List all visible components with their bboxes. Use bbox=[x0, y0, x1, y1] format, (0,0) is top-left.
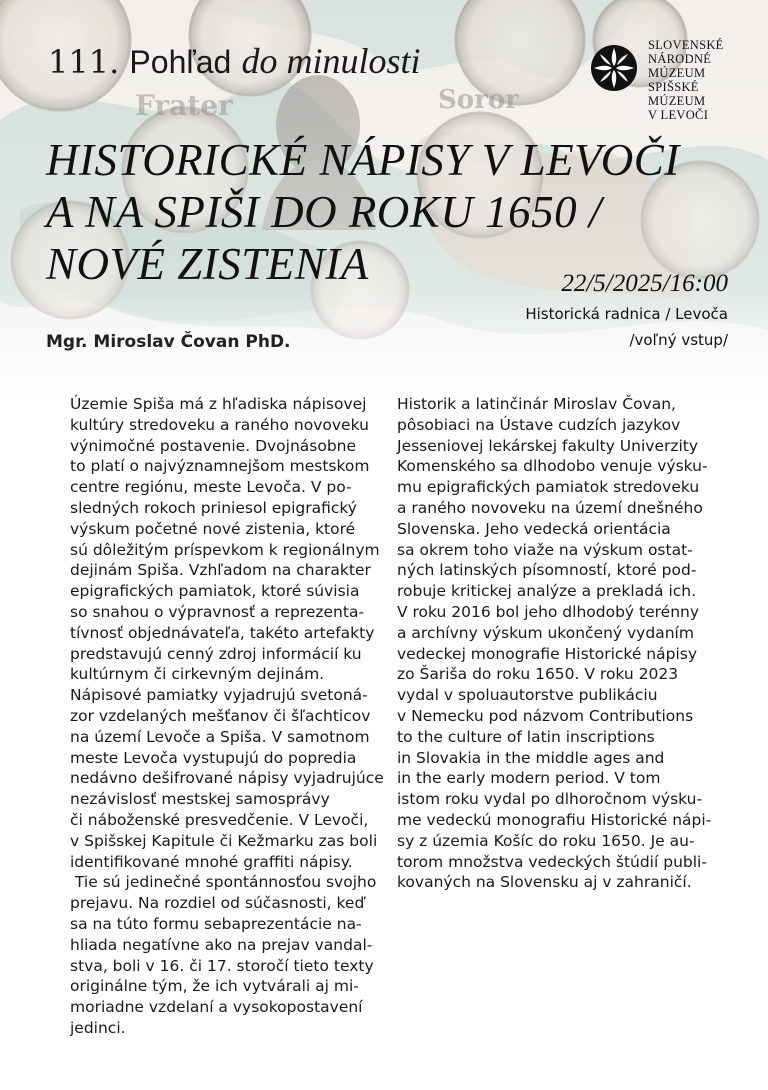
body-left-column bbox=[70, 394, 384, 1039]
museum-logo bbox=[590, 38, 750, 128]
series-italic: do minulosti bbox=[241, 41, 421, 81]
event-title bbox=[46, 134, 766, 290]
museum-emblem-icon bbox=[590, 44, 638, 92]
title-line: A NA SPIŠI DO ROKU 1650 / bbox=[46, 187, 602, 237]
event-venue: Historická radnica / Levoča bbox=[525, 305, 728, 323]
event-date: 22/5/2025/16:00 bbox=[561, 270, 728, 297]
title-line: HISTORICKÉ NÁPISY V LEVOČI bbox=[46, 135, 680, 185]
entry-note: /voľný vstup/ bbox=[629, 331, 728, 349]
lecturer-name: Mgr. Miroslav Čovan PhD. bbox=[46, 332, 291, 352]
title-line: NOVÉ ZISTENIA bbox=[46, 239, 369, 289]
series-word: Pohľad bbox=[129, 44, 232, 80]
body-paragraph: Historik a latinčinár Miroslav Čovan, pôsobiaci na Ústave cudzích jazykov Jesseniovej lekárskej fakulty Univerzity Komenského sa dlhodobo venuje výsku- mu epigrafických pamiatok stredoveku a raného novoveku na území dnešného Slovenska. Jeho vedecká orientácia sa okrem toho viaže na výskum ostat- ných latinských písomností, ktoré pod- robuje kritickej analýze a prekladá ich. V roku 2016 bol jeho dlhodobý terénny a archívny výskum ukončený vydaním vedeckej monografie Historické nápisy zo Šariša do roku 1650. V roku 2023 vydal v spoluautorstve publikáciu v Nemecku pod názvom Contributions to the culture of latin inscriptions in Slovakia in the middle ages and in the early modern period. V tom istom roku vydal po dlhoročnom výsku- me vedeckú monografiu Historické nápi- sy z územia Košíc do roku 1650. Je au- torom množstva vedeckých štúdií publi- kovaných na Slovensku aj v zahraničí. bbox=[397, 395, 712, 892]
museum-name: SLOVENSKÉ NÁRODNÉ MÚZEUM SPIŠSKÉ MÚZEUM V LEVOČI bbox=[648, 38, 724, 122]
series-number: 111. bbox=[48, 43, 120, 81]
series-heading bbox=[48, 40, 420, 82]
body-right-column bbox=[397, 394, 737, 893]
body-paragraph: Územie Spiša má z hľadiska nápisovej kultúry stredoveku a raného novoveku výnimočné postavenie. Dvojnásobne to platí o najvýznamnejšom mestskom centre regiónu, meste Levoča. V po- sledných rokoch priniesol epigrafický výskum početné nové zistenia, ktoré sú dôležitým príspevkom k regionálnym dejinám Spiša. Vzhľadom na charakter epigrafických pamiatok, ktoré súvisia so snahou o výpravnosť a reprezenta- tívnosť objednávateľa, takéto artefakty predstavujú cenný zdroj informácií ku kultúrnym či cirkevným dejinám. Nápisové pamiatky vyjadrujú svetoná- zor vzdelaných mešťanov či šľachticov na území Levoče a Spiša. V samotnom meste Levoča vystupujú do popredia nedávno dešifrované nápisy vyjadrujúce nezávislosť mestskej samosprávy či náboženské presvedčenie. V Levoči, v Spišskej Kapitule či Kežmarku zas boli identifikované mnohé graffiti nápisy. Tie sú jedinečné spontánnosťou svojho prejavu. Na rozdiel od súčasnosti, keď sa na túto formu sebaprezentácie na- hliada negatívne ako na prejav vandal- stva, boli v 16. či 17. storočí tieto texty originálne tým, že ich vytvárali aj mi- moriadne vzdelaní a vysokopostavení jedinci. bbox=[70, 395, 384, 1037]
